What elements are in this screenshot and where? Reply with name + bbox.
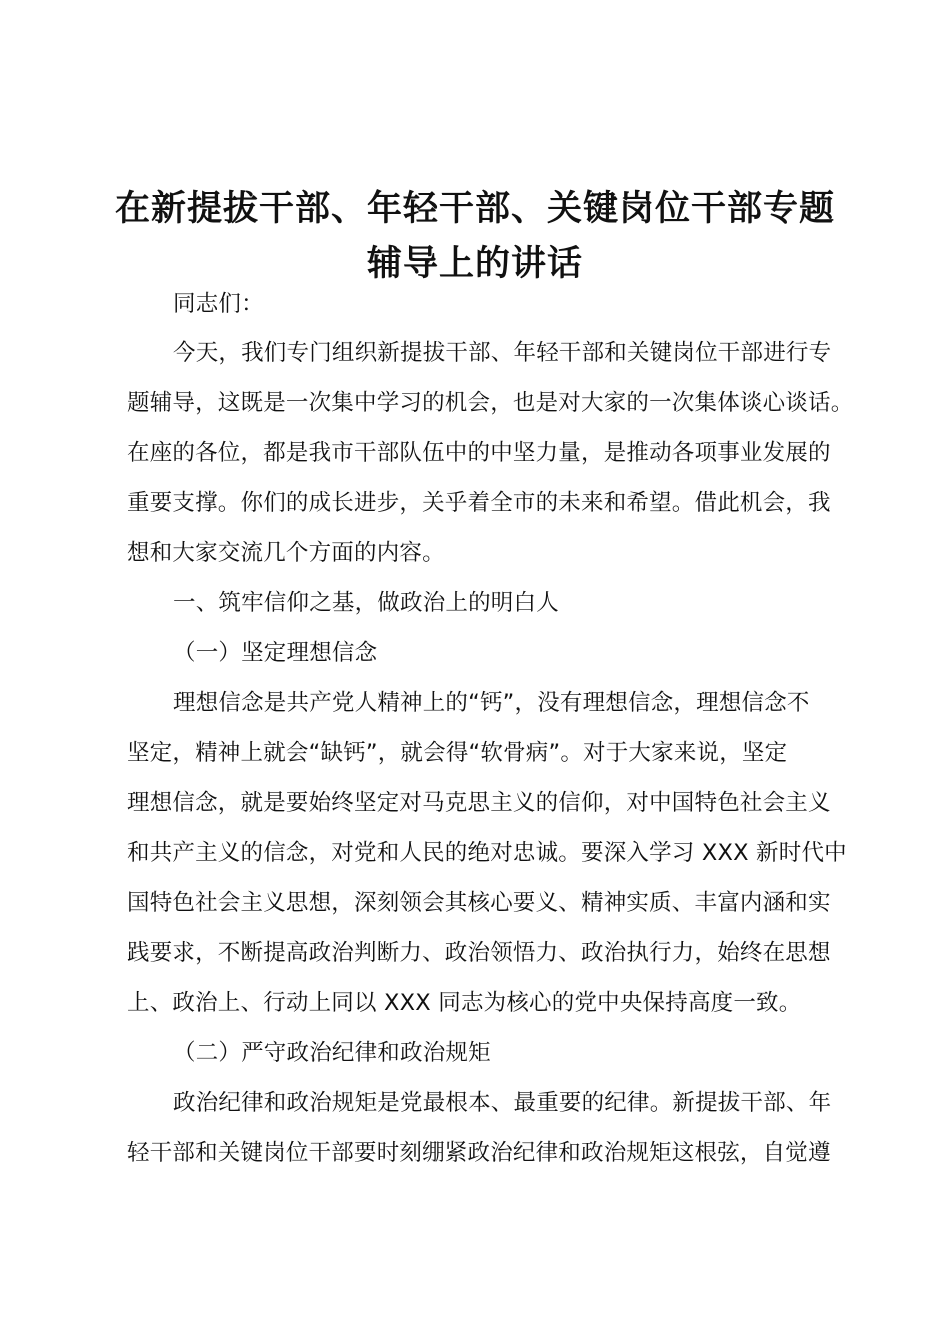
title-line-2: 辅导上的讲话 xyxy=(366,244,583,284)
section-heading: 一、筑牢信仰之基，做政治上的明白人 xyxy=(173,590,559,616)
paragraph-line: 今天，我们专门组织新提拔干部、年轻干部和关键岗位干部进行专 xyxy=(173,340,832,366)
subsection-heading: （一）坚定理想信念 xyxy=(173,640,378,666)
paragraph-line: 重要支撑。你们的成长进步，关乎着全市的未来和希望。借此机会，我 xyxy=(127,490,831,516)
paragraph-line: 践要求，不断提高政治判断力、政治领悟力、政治执行力，始终在思想 xyxy=(127,940,831,966)
paragraph-line: 轻干部和关键岗位干部要时刻绷紧政治纪律和政治规矩这根弦，自觉遵 xyxy=(127,1140,831,1166)
paragraph-line: 理想信念，就是要始终坚定对马克思主义的信仰，对中国特色社会主义 xyxy=(127,790,831,816)
title-line-1: 在新提拔干部、年轻干部、关键岗位干部专题 xyxy=(114,189,835,229)
paragraph-line: 理想信念是共产党人精神上的“钙”，没有理想信念，理想信念不 xyxy=(173,690,810,716)
salutation: 同志们： xyxy=(173,291,264,317)
subsection-heading: （二）严守政治纪律和政治规矩 xyxy=(173,1040,491,1066)
paragraph-line: 坚定，精神上就会“缺钙”，就会得“软骨病”。对于大家来说，坚定 xyxy=(127,740,788,766)
paragraph-line: 政治纪律和政治规矩是党最根本、最重要的纪律。新提拔干部、年 xyxy=(173,1090,832,1116)
document-title xyxy=(110,182,840,292)
paragraph-line: 题辅导，这既是一次集中学习的机会，也是对大家的一次集体谈心谈话。 xyxy=(127,390,854,416)
paragraph-line: 上、政治上、行动上同以 XXX 同志为核心的党中央保持高度一致。 xyxy=(127,990,802,1016)
paragraph-line: 在座的各位，都是我市干部队伍中的中坚力量，是推动各项事业发展的 xyxy=(127,440,831,466)
paragraph-line: 国特色社会主义思想，深刻领会其核心要义、精神实质、丰富内涵和实 xyxy=(127,890,831,916)
paragraph-line: 和共产主义的信念，对党和人民的绝对忠诚。要深入学习 XXX 新时代中 xyxy=(127,840,847,866)
paragraph-line: 想和大家交流几个方面的内容。 xyxy=(127,540,445,566)
